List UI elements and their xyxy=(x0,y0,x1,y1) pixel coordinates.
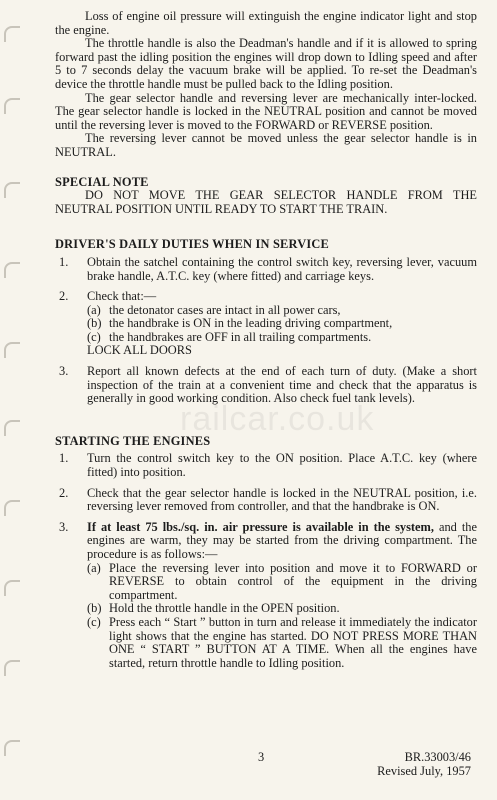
list-item xyxy=(55,487,477,514)
sub-item-label: (b) xyxy=(87,316,102,331)
page-content xyxy=(55,10,477,677)
sub-item-text: the handbrake is ON in the leading driving compartment, xyxy=(109,316,393,331)
sub-item-text: Hold the throttle handle in the OPEN position. xyxy=(109,601,340,616)
sub-item xyxy=(87,562,477,603)
list-item xyxy=(55,256,477,283)
binder-hole xyxy=(4,420,20,436)
reference-code: BR.33003/46 xyxy=(404,750,471,764)
sub-item-text: Press each “ Start ” button in turn and release it immediately the indicator light shows that the engine has started. DO NOT PRESS MORE THAN ONE “ START ” BUTTON AT A TIME. When all the engines have started, return throttle handle to Idling position. xyxy=(109,614,477,670)
binder-hole xyxy=(4,660,20,676)
item-text: Check that:— xyxy=(87,289,157,304)
binder-hole xyxy=(4,262,20,278)
binder-hole xyxy=(4,182,20,198)
paragraph: Loss of engine oil pressure will extinguish the engine indicator light and stop the engine. xyxy=(55,9,477,37)
binder-hole xyxy=(4,580,20,596)
binder-hole xyxy=(4,342,20,358)
document-reference xyxy=(377,750,471,778)
lock-doors-text: LOCK ALL DOORS xyxy=(87,343,192,358)
sub-item xyxy=(87,304,477,318)
item-text: Turn the control switch key to the ON position. Place A.T.C. key (where fitted) into position. xyxy=(87,451,477,480)
section-heading-starting-engines: STARTING THE ENGINES xyxy=(55,433,211,448)
text-span: and the engines are warm, they may be started from the driving compartment. The procedure is as follows:— xyxy=(87,519,477,561)
duties-list xyxy=(55,256,477,406)
section-heading-special-note: SPECIAL NOTE xyxy=(55,174,149,189)
list-item xyxy=(55,290,477,358)
item-text: Obtain the satchel containing the control switch key, reversing lever, vacuum brake handle, A.T.C. key (where fitted) and carriage keys. xyxy=(87,254,477,283)
list-item xyxy=(55,365,477,406)
item-number: 3. xyxy=(59,519,69,534)
sub-item-text: the detonator cases are intact in all power cars, xyxy=(109,302,341,317)
sub-item-label: (b) xyxy=(87,601,102,616)
item-number: 2. xyxy=(59,289,69,304)
sub-item-label: (c) xyxy=(87,329,101,344)
item-text xyxy=(87,521,477,562)
item-number: 3. xyxy=(59,364,69,379)
sub-item xyxy=(87,602,477,616)
watermark: railcar.co.uk xyxy=(180,400,375,438)
sub-item xyxy=(87,331,477,345)
binder-hole xyxy=(4,98,20,114)
sub-item-text: the handbrakes are OFF in all trailing compartments. xyxy=(109,329,372,344)
item-text: Check that the gear selector handle is locked in the NEUTRAL position, i.e. reversing lever removed from controller, and that the handbrake is ON. xyxy=(87,485,477,514)
list-item xyxy=(55,452,477,479)
item-number: 1. xyxy=(59,451,69,466)
item-text: Report all known defects at the end of each turn of duty. (Make a short inspection of the train at a convenient time and check that the apparatus is generally in good working condition. Also check fuel tank levels). xyxy=(87,364,477,406)
binder-hole xyxy=(4,740,20,756)
sub-item xyxy=(87,616,477,670)
sub-item-label: (a) xyxy=(87,560,101,575)
special-note-text: DO NOT MOVE THE GEAR SELECTOR HANDLE FROM THE NEUTRAL POSITION UNTIL READY TO START THE TRAIN. xyxy=(55,188,477,216)
list-item xyxy=(55,521,477,671)
sub-item-label: (a) xyxy=(87,302,101,317)
paragraph: The reversing lever cannot be moved unless the gear selector handle is in NEUTRAL. xyxy=(55,131,477,159)
sub-item xyxy=(87,317,477,331)
bold-text: If at least 75 lbs./sq. in. air pressure is available in the system, xyxy=(87,519,434,534)
page-number: 3 xyxy=(258,750,265,764)
starting-list xyxy=(55,452,477,670)
item-number: 1. xyxy=(59,254,69,269)
revision-date: Revised July, 1957 xyxy=(377,764,471,778)
sub-item-text: Place the reversing lever into position and move it to FORWARD or REVERSE to obtain control of the equipment in the driving compartment. xyxy=(109,560,477,602)
binder-hole xyxy=(4,500,20,516)
item-number: 2. xyxy=(59,485,69,500)
binder-hole xyxy=(4,26,20,42)
paragraph: The gear selector handle and reversing lever are mechanically inter-locked. The gear selector handle is locked in the NEUTRAL position and cannot be moved until the reversing lever is moved to the FORWARD or REVERSE position. xyxy=(55,90,477,132)
paragraph: The throttle handle is also the Deadman's handle and if it is allowed to spring forward past the idling position the engines will drop down to Idling speed and after 5 to 7 seconds delay the vacuum brake will be applied. To re-set the Deadman's device the throttle handle must be pulled back to the Idling position. xyxy=(55,36,477,91)
section-heading-daily-duties: DRIVER'S DAILY DUTIES WHEN IN SERVICE xyxy=(55,237,330,252)
sub-item-label: (c) xyxy=(87,614,101,629)
